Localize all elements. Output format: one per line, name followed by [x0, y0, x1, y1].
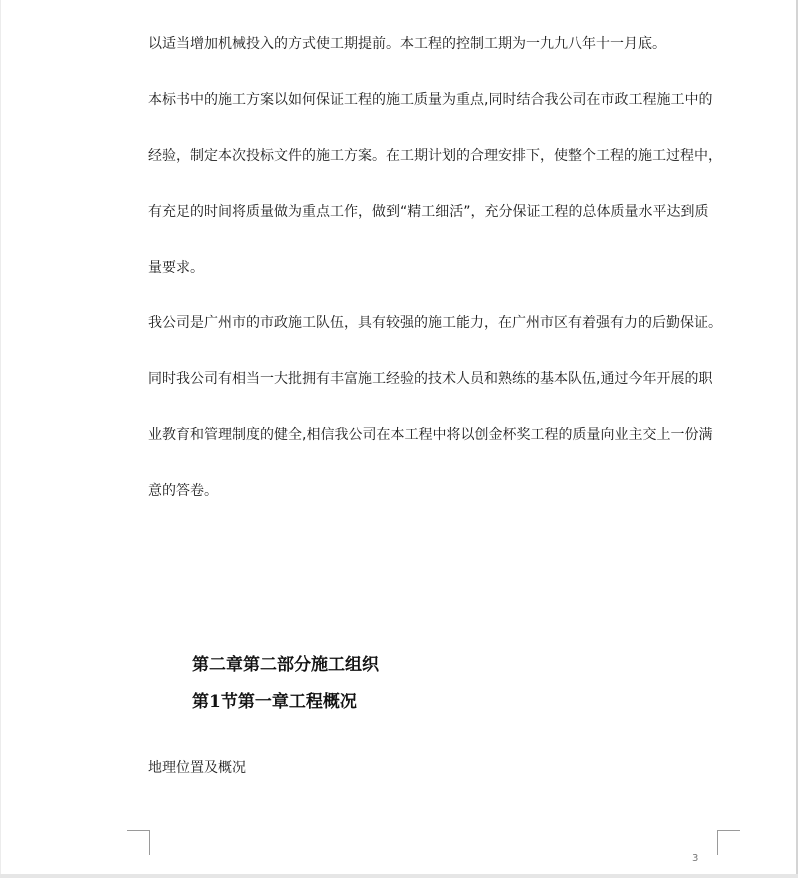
page-bottom-band: [0, 874, 798, 878]
body-line-3[interactable]: 经验，制定本次投标文件的施工方案。在工期计划的合理安排下，使整个工程的施工过程中，: [148, 148, 722, 164]
page-number: 3: [692, 853, 699, 864]
section-heading[interactable]: 第1节第一章工程概况: [192, 692, 357, 712]
body-line-7[interactable]: 同时我公司有相当一大批拥有丰富施工经验的技术人员和熟练的基本队伍,通过今年开展的职: [148, 371, 713, 387]
body-line-2[interactable]: 本标书中的施工方案以如何保证工程的施工质量为重点,同时结合我公司在市政工程施工中的: [148, 92, 713, 108]
chapter-heading[interactable]: 第二章第二部分施工组织: [192, 655, 379, 675]
margin-corner-mark-left: [127, 830, 150, 855]
body-line-6[interactable]: 我公司是广州市的市政施工队伍，具有较强的施工能力，在广州市区有着强有力的后勤保证。: [148, 315, 722, 331]
body-line-5[interactable]: 量要求。: [148, 260, 204, 276]
page-left-edge: [0, 0, 1, 878]
body-line-8[interactable]: 业教育和管理制度的健全,相信我公司在本工程中将以创金杯奖工程的质量向业主交上一份满: [148, 427, 713, 443]
margin-corner-mark-right: [717, 830, 740, 855]
body-line-1[interactable]: 以适当增加机械投入的方式使工期提前。本工程的控制工期为一九九八年十一月底。: [148, 36, 666, 52]
body-line-9[interactable]: 意的答卷。: [148, 483, 218, 499]
body-line-4[interactable]: 有充足的时间将质量做为重点工作，做到“精工细活”，充分保证工程的总体质量水平达到质: [148, 204, 709, 220]
subheading-location[interactable]: 地理位置及概况: [148, 760, 246, 776]
